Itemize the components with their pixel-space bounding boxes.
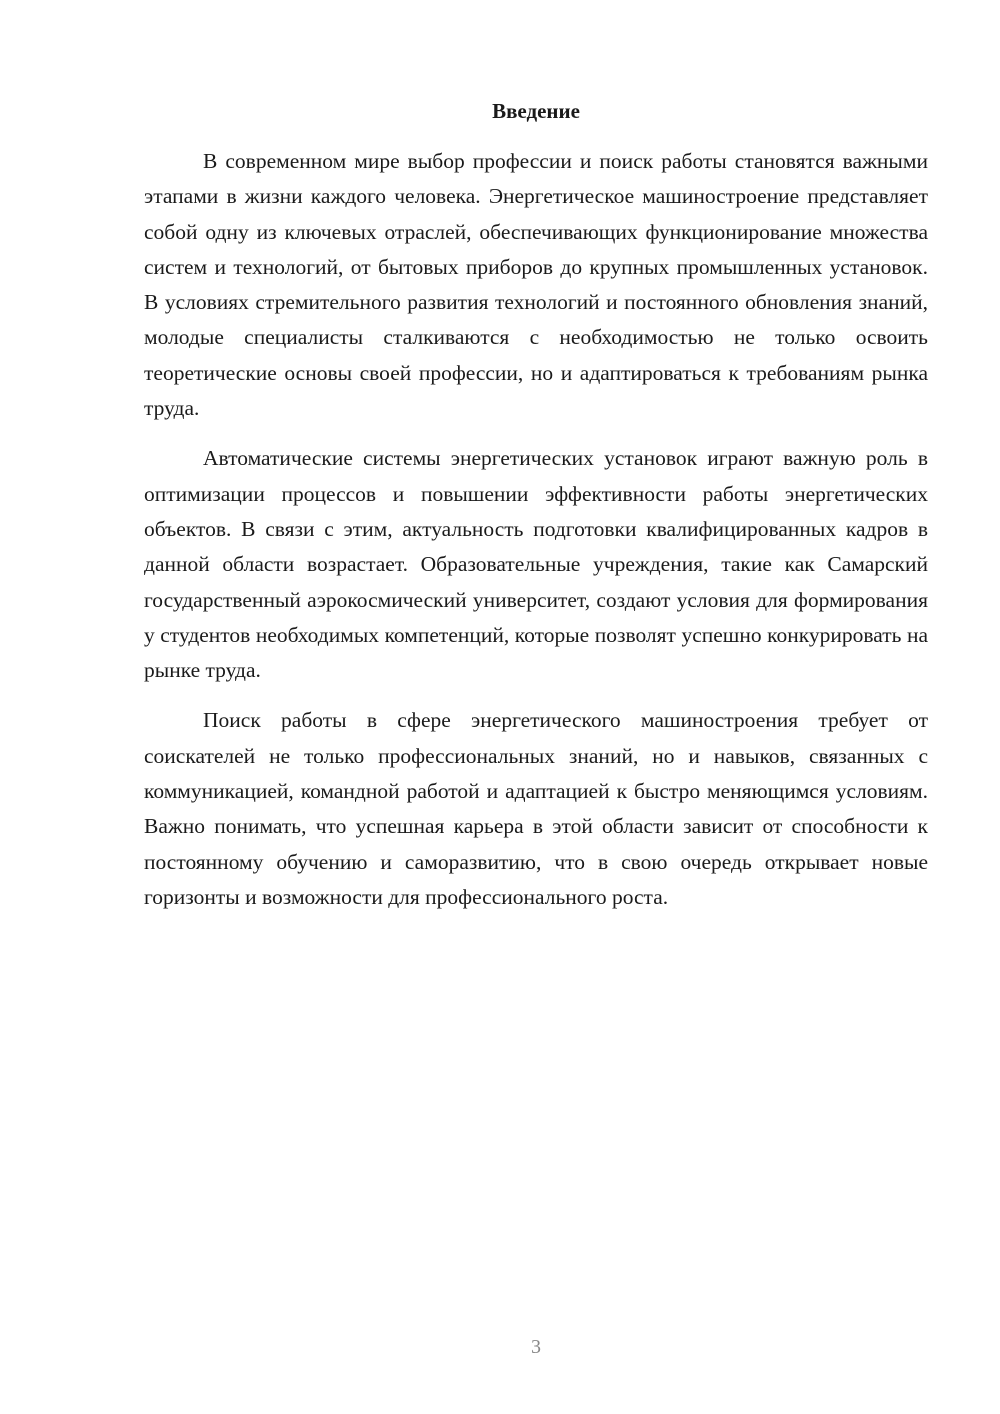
body-text — [144, 144, 928, 915]
paragraph: В современном мире выбор профессии и поиск работы становятся важными этапами в жизни каждого человека. Энергетическое машиностроение представляет собой одну из ключевых отраслей, обеспечивающих функционирование множества систем и технологий, от бытовых приборов до крупных промышленных установок. В условиях стремительного развития технологий и постоянного обновления знаний, молодые специалисты сталкиваются с необходимостью не только освоить теоретические основы своей профессии, но и адаптироваться к требованиям рынка труда. — [144, 149, 928, 421]
paragraph: Автоматические системы энергетических установок играют важную роль в оптимизации процессов и повышении эффективности работы энергетических объектов. В связи с этим, актуальность подготовки квалифицированных кадров в данной области возрастает. Образовательные учреждения, такие как Самарский государственный аэрокосмический университет, создают условия для формирования у студентов необходимых компетенций, которые позволят успешно конкурировать на рынке труда. — [144, 446, 928, 683]
paragraph: Поиск работы в сфере энергетического машиностроения требует от соискателей не только профессиональных знаний, но и навыков, связанных с коммуникацией, командной работой и адаптацией к быстро меняющимся условиям. Важно понимать, что успешная карьера в этой области зависит от способности к постоянному обучению и саморазвитию, что в свою очередь открывает новые горизонты и возможности для профессионального роста. — [144, 708, 928, 909]
page-number: 3 — [531, 1336, 541, 1358]
section-heading: Введение — [492, 99, 580, 123]
